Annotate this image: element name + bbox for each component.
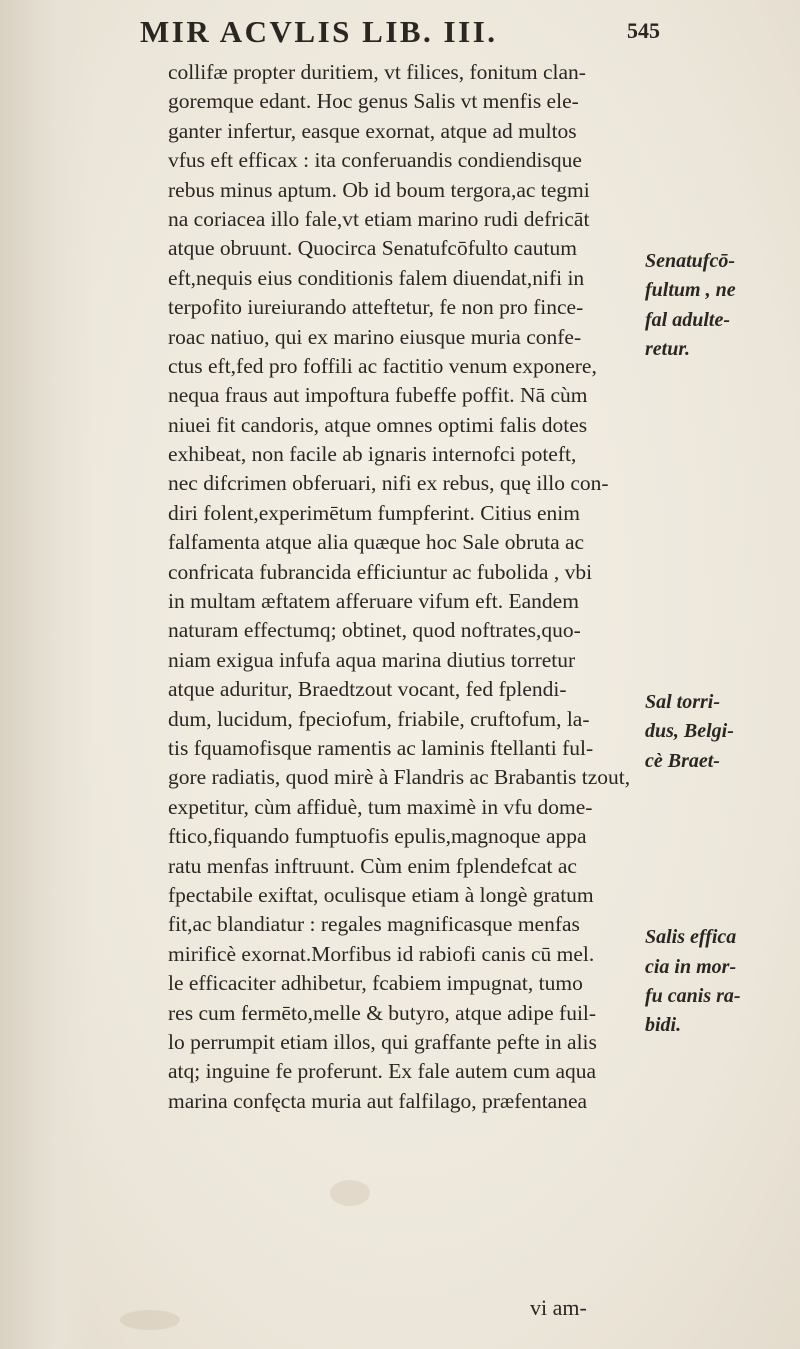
marginal-note: dus, Belgi- xyxy=(645,720,734,743)
text-line: vfus eft efficax : ita conferuandis condiendisque xyxy=(168,148,582,173)
marginal-note: Senatufcō- xyxy=(645,250,735,273)
text-line: atq; inguine fe proferunt. Ex fale autem cum aqua xyxy=(168,1059,597,1084)
marginal-note: retur. xyxy=(645,338,691,361)
text-line: terpofito iureiurando atteftetur, fe non pro fince- xyxy=(168,295,584,320)
marginal-note: fu canis ra- xyxy=(645,985,741,1008)
text-line: in multam æftatem afferuare vifum eft. Eandem xyxy=(168,589,579,614)
paper-stain xyxy=(120,1310,180,1330)
text-line: ctus eft,fed pro foffili ac factitio venum exponere, xyxy=(168,353,597,378)
text-line: fit,ac blandiatur : regales magnificasque menfas xyxy=(168,912,580,937)
text-line: eft,nequis eius conditionis falem diuendat,nifi in xyxy=(168,265,585,290)
text-line: atque obruunt. Quocirca Senatufcōfulto cautum xyxy=(168,236,577,261)
text-line: res cum fermēto,melle & butyro, atque adipe fuil- xyxy=(168,1000,597,1025)
text-line: niam exigua infufa aqua marina diutius torretur xyxy=(168,647,576,672)
marginal-note: fultum , ne xyxy=(645,279,736,302)
text-line: confricata fubrancida efficiuntur ac fubolida , vbi xyxy=(168,559,593,584)
page-number: 545 xyxy=(627,18,660,43)
text-line: tis fquamofisque ramentis ac laminis ftellanti ful- xyxy=(168,735,594,760)
running-title: MIR ACVLIS LIB. III. xyxy=(140,14,498,49)
text-line: ganter infertur, easque exornat, atque ad multos xyxy=(168,118,577,143)
text-line: gore radiatis, quod mirè à Flandris ac Brabantis tzout, xyxy=(168,765,631,790)
text-line: rebus minus aptum. Ob id boum tergora,ac tegmi xyxy=(168,177,590,202)
text-line: na coriacea illo fale,vt etiam marino rudi defricāt xyxy=(168,206,590,231)
text-line: lo perrumpit etiam illos, qui graffante pefte in alis xyxy=(168,1029,597,1054)
text-line: nequa fraus aut impoftura fubeffe poffit. Nā cùm xyxy=(168,383,588,408)
text-line: dum, lucidum, fpeciofum, friabile, cruftofum, la- xyxy=(168,706,590,731)
text-line: marina confęcta muria aut falfilago, præfentanea xyxy=(168,1088,588,1113)
body-text xyxy=(168,58,638,1116)
text-line: exhibeat, non facile ab ignaris internofci poteft, xyxy=(168,442,577,467)
marginal-note: Sal torri- xyxy=(645,691,721,714)
text-line: falfamenta atque alia quæque hoc Sale obruta ac xyxy=(168,530,585,555)
marginal-note: cia in mor- xyxy=(645,955,737,978)
marginal-note: fal adulte- xyxy=(645,308,730,331)
text-line: naturam effectumq; obtinet, quod noftrates,quo- xyxy=(168,618,581,643)
text-line: ratu menfas inftruunt. Cùm enim fplendefcat ac xyxy=(168,853,577,878)
text-line: niuei fit candoris, atque omnes optimi falis dotes xyxy=(168,412,588,437)
text-line: goremque edant. Hoc genus Salis vt menfis ele- xyxy=(168,89,579,114)
catchword: vi am- xyxy=(530,1295,587,1320)
text-line: mirificè exornat.Morfibus id rabiofi canis cū mel. xyxy=(168,941,595,966)
text-line: expetitur, cùm affiduè, tum maximè in vfu dome- xyxy=(168,794,593,819)
text-line: roac natiuo, qui ex marino eiusque muria confe- xyxy=(168,324,582,349)
marginal-note: Salis effica xyxy=(645,926,737,949)
page-gutter-shadow xyxy=(0,0,95,1349)
paper-stain xyxy=(330,1180,370,1206)
text-line: ftico,fiquando fumptuofis epulis,magnoque appa xyxy=(168,824,587,849)
text-line: fpectabile exiftat, oculisque etiam à longè gratum xyxy=(168,882,594,907)
text-line: nec difcrimen obferuari, nifi ex rebus, quę illo con- xyxy=(168,471,609,496)
marginal-note: bidi. xyxy=(645,1014,682,1037)
text-line: diri folent,experimētum fumpferint. Citius enim xyxy=(168,500,580,525)
text-line: le efficaciter adhibetur, fcabiem impugnat, tumo xyxy=(168,971,583,996)
text-line: atque aduritur, Braedtzout vocant, fed fplendi- xyxy=(168,677,567,702)
text-line: collifæ propter duritiem, vt filices, fonitum clan- xyxy=(168,60,586,84)
running-head xyxy=(140,14,660,54)
marginal-note: cè Braet- xyxy=(645,749,720,772)
